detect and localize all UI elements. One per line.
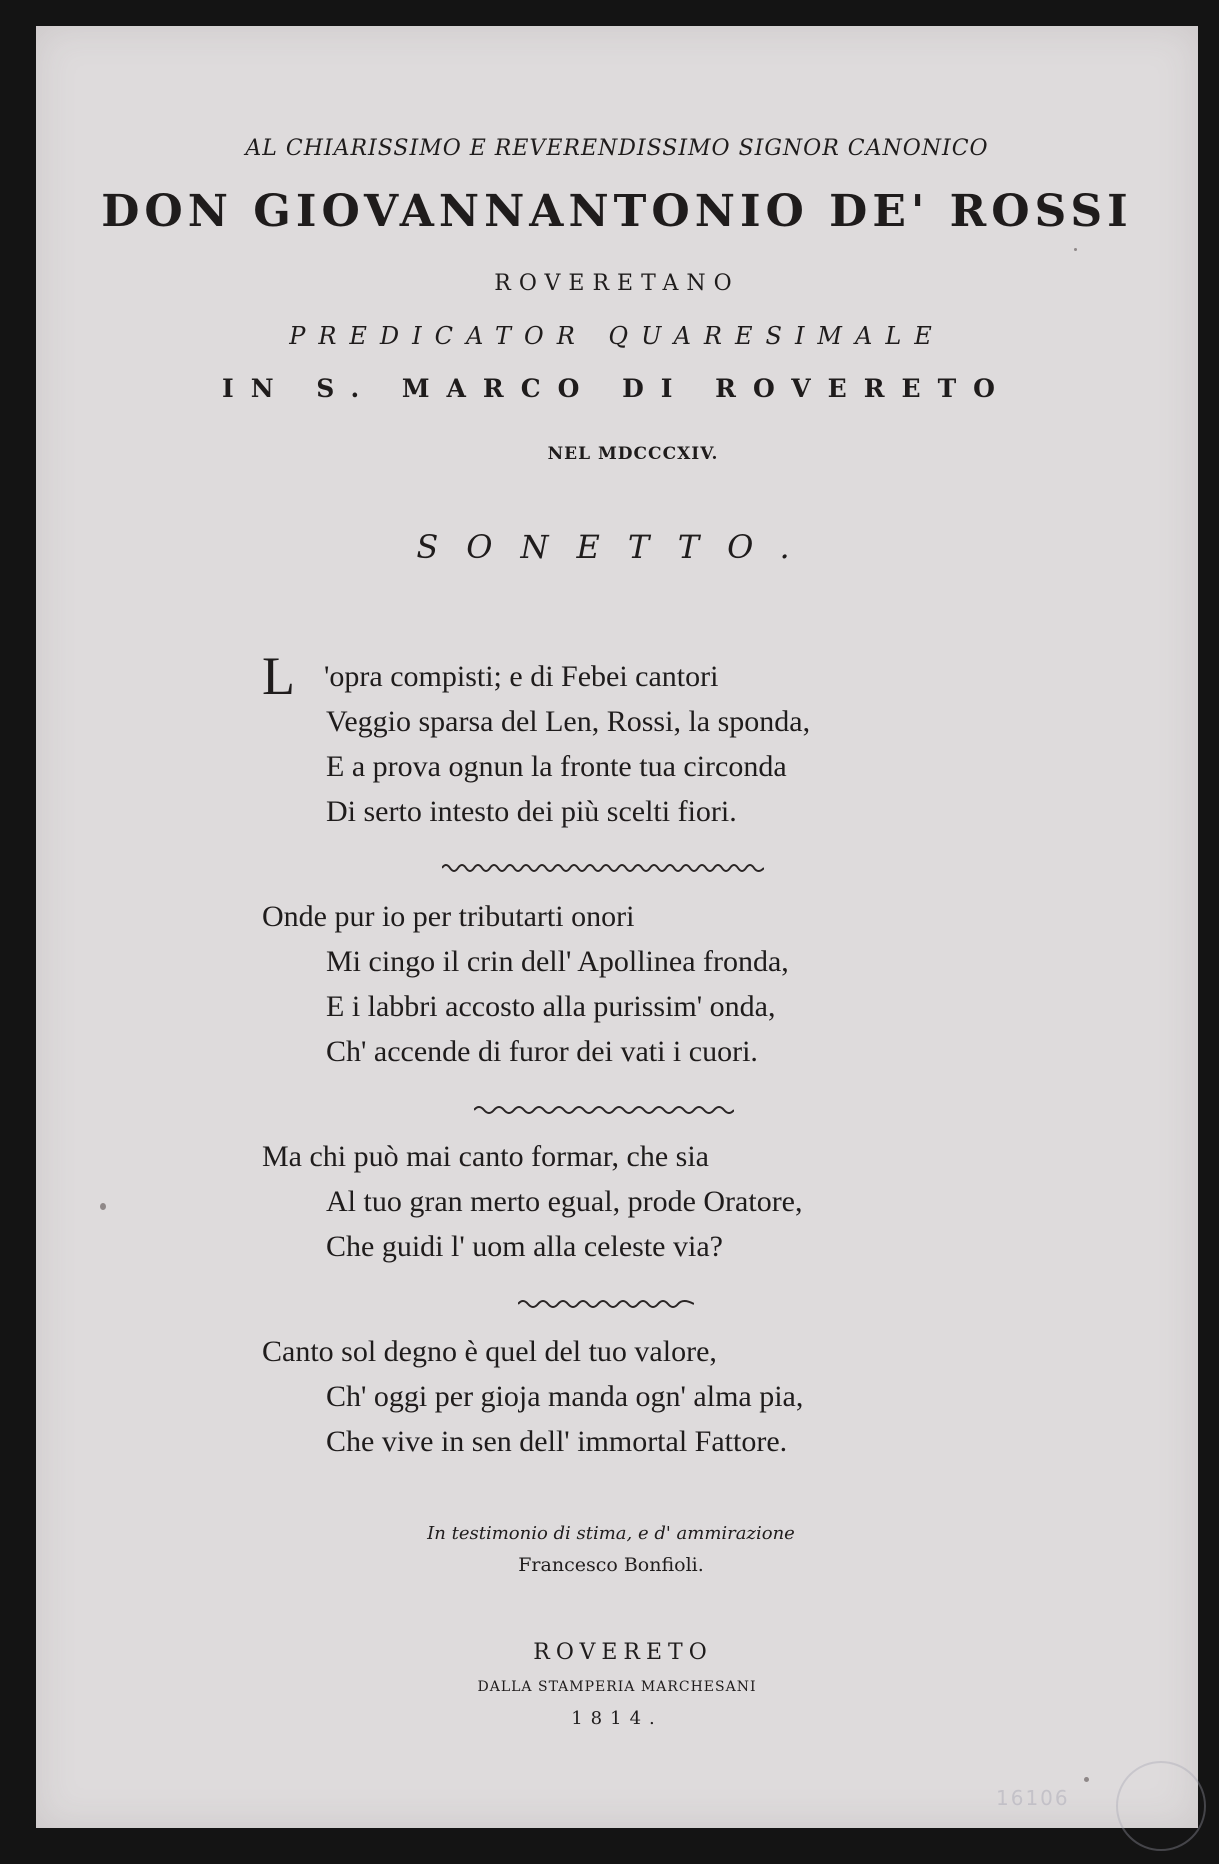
poem-line: E a prova ognun la fronte tua circonda bbox=[326, 750, 787, 783]
poem-line: E i labbri accosto alla purissim' onda, bbox=[326, 990, 776, 1023]
poem-line: Al tuo gran merto egual, prode Oratore, bbox=[326, 1185, 803, 1218]
library-stamp-number: 16106 bbox=[996, 1786, 1070, 1810]
library-stamp-icon bbox=[1116, 1761, 1206, 1851]
stanza-4 bbox=[262, 1329, 803, 1464]
poem-line: Che vive in sen dell' immortal Fattore. bbox=[326, 1425, 788, 1458]
poem-genre-title: SONETTO. bbox=[416, 528, 818, 566]
poem-line: Canto sol degno è quel del tuo valore, bbox=[262, 1335, 717, 1368]
wave-ornament bbox=[442, 862, 764, 874]
dedication-line: AL CHIARISSIMO E REVERENDISSIMO SIGNOR CANONICO bbox=[245, 136, 989, 161]
imprint-year: 1814. bbox=[571, 1708, 663, 1729]
stanza-1 bbox=[262, 646, 811, 834]
poem-line: Veggio sparsa del Len, Rossi, la sponda, bbox=[326, 705, 811, 738]
broadside-sheet bbox=[36, 26, 1198, 1828]
poem-line bbox=[262, 646, 810, 706]
stanza-2 bbox=[262, 894, 789, 1074]
sermon-year: NEL MDCCCXIV. bbox=[547, 444, 719, 464]
honoree-name: DON GIOVANNANTONIO DE' ROSSI bbox=[101, 186, 1133, 237]
paper-spot bbox=[100, 1203, 106, 1210]
wave-ornament bbox=[474, 1104, 734, 1116]
stanza-3 bbox=[262, 1134, 803, 1269]
poem-line-text: 'opra compisti; e di Febei cantori bbox=[324, 660, 719, 693]
poem-line: Che guidi l' uom alla celeste via? bbox=[326, 1230, 723, 1263]
poem-line: Onde pur io per tributarti onori bbox=[262, 900, 635, 933]
paper-spot bbox=[1074, 248, 1077, 251]
poem-line: Ch' accende di furor dei vati i cuori. bbox=[326, 1035, 758, 1068]
imprint-city: ROVERETO bbox=[533, 1640, 713, 1665]
poem-line: Mi cingo il crin dell' Apollinea fronda, bbox=[326, 945, 789, 978]
wave-ornament bbox=[518, 1298, 694, 1310]
attribution-line: In testimonio di stima, e d' ammirazione bbox=[427, 1523, 795, 1544]
poem-line: Di serto intesto dei più scelti fiori. bbox=[326, 795, 737, 828]
poem-line: Ch' oggi per gioja manda ogn' alma pia, bbox=[326, 1380, 804, 1413]
author-name: Francesco Bonfioli. bbox=[518, 1554, 704, 1576]
drop-cap: L bbox=[262, 646, 295, 706]
imprint-press: DALLA STAMPERIA MARCHESANI bbox=[477, 1679, 757, 1695]
honoree-origin: ROVERETANO bbox=[494, 271, 740, 296]
poem-line: Ma chi può mai canto formar, che sia bbox=[262, 1140, 709, 1173]
sermon-place: IN S. MARCO DI ROVERETO bbox=[222, 374, 1012, 403]
paper-spot bbox=[1084, 1777, 1089, 1782]
honoree-role: PREDICATOR QUARESIMALE bbox=[289, 322, 945, 350]
